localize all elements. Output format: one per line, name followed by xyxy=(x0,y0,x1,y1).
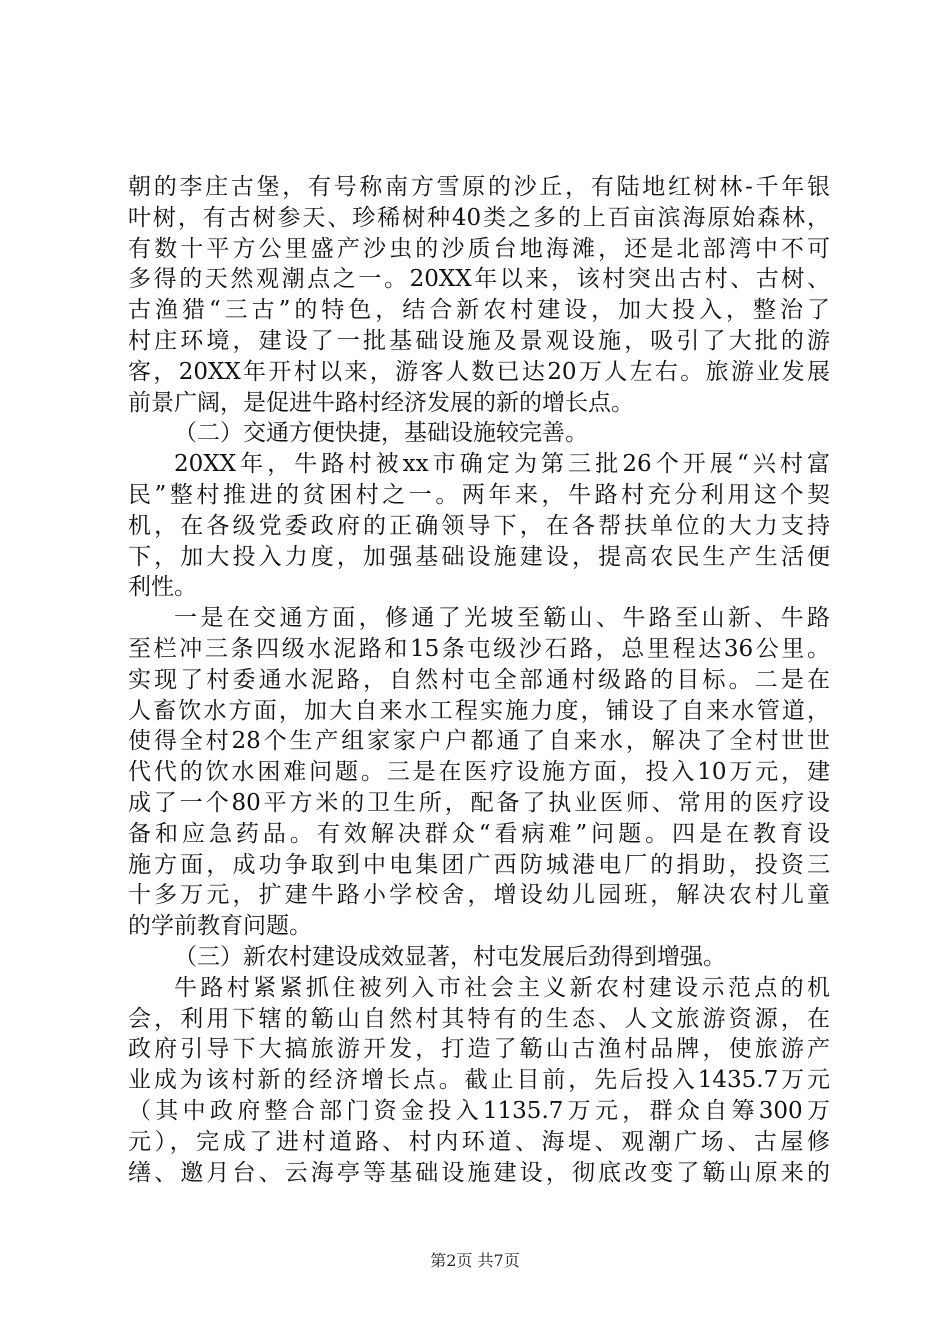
paragraph-line: 使得全村28个生产组家家户户都通了自来水，解决了全村世世 xyxy=(128,728,830,755)
paragraph-line: 下，加大投入力度，加强基础设施建设，提高农民生产生活便 xyxy=(128,543,830,570)
paragraph-line: 十多万元，扩建牛路小学校舍，增设幼儿园班，解决农村儿童 xyxy=(128,882,830,909)
paragraph-line: 实现了村委通水泥路，自然村屯全部通村级路的目标。二是在 xyxy=(128,666,830,693)
paragraph-line: 有数十平方公里盛产沙虫的沙质台地海滩，还是北部湾中不可 xyxy=(128,235,830,262)
paragraph-line: 至栏冲三条四级水泥路和15条屯级沙石路，总里程达36公里。 xyxy=(128,635,830,662)
paragraph-line: 客，20XX年开村以来，游客人数已达20万人左右。旅游业发展 xyxy=(128,358,830,385)
paragraph-line: 政府引导下大搞旅游开发，打造了簕山古渔村品牌，使旅游产 xyxy=(128,1036,830,1063)
paragraph-line: 成了一个80平方米的卫生所，配备了执业医师、常用的医疗设 xyxy=(128,789,830,816)
section-heading: （二）交通方便快捷，基础设施较完善。 xyxy=(174,420,588,447)
paragraph-line: 民”整村推进的贫困村之一。两年来，牛路村充分利用这个契 xyxy=(128,481,830,508)
paragraph-line: 机，在各级党委政府的正确领导下，在各帮扶单位的大力支持 xyxy=(128,512,830,539)
paragraph-line: 村庄环境，建设了一批基础设施及景观设施，吸引了大批的游 xyxy=(128,327,830,354)
paragraph-line: 前景广阔，是促进牛路村经济发展的新的增长点。 xyxy=(128,389,634,416)
paragraph-line: 一是在交通方面，修通了光坡至簕山、牛路至山新、牛路 xyxy=(174,605,830,632)
paragraph-line: 20XX年，牛路村被xx市确定为第三批26个开展“兴村富 xyxy=(174,451,830,478)
paragraph-line: 人畜饮水方面，加大自来水工程实施力度，铺设了自来水管道， xyxy=(128,697,830,724)
section-heading: （三）新农村建设成效显著，村屯发展后劲得到增强。 xyxy=(174,943,726,970)
paragraph-line: 元），完成了进村道路、村内环道、海堤、观潮广场、古屋修 xyxy=(128,1128,830,1155)
paragraph-line: 代代的饮水困难问题。三是在医疗设施方面，投入10万元，建 xyxy=(128,759,830,786)
paragraph-line: 利性。 xyxy=(128,574,197,601)
paragraph-line: 缮、邀月台、云海亭等基础设施建设，彻底改变了簕山原来的 xyxy=(128,1159,830,1186)
paragraph-line: 的学前教育问题。 xyxy=(128,913,312,940)
paragraph-line: 备和应急药品。有效解决群众“看病难”问题。四是在教育设 xyxy=(128,820,830,847)
paragraph-line: 古渔猎“三古”的特色，结合新农村建设，加大投入，整治了 xyxy=(128,297,830,324)
paragraph-line: 叶树，有古树参天、珍稀树种40类之多的上百亩滨海原始森林， xyxy=(128,204,830,231)
paragraph-line: 会，利用下辖的簕山自然村其特有的生态、人文旅游资源，在 xyxy=(128,1005,830,1032)
paragraph-line: 牛路村紧紧抓住被列入市社会主义新农村建设示范点的机 xyxy=(174,974,830,1001)
paragraph-line: （其中政府整合部门资金投入1135.7万元，群众自筹300万 xyxy=(128,1097,830,1124)
paragraph-line: 业成为该村新的经济增长点。截止目前，先后投入1435.7万元 xyxy=(128,1067,830,1094)
paragraph-line: 施方面，成功争取到中电集团广西防城港电厂的捐助，投资三 xyxy=(128,851,830,878)
paragraph-line: 朝的李庄古堡，有号称南方雪原的沙丘，有陆地红树林-千年银 xyxy=(128,174,830,200)
paragraph-line: 多得的天然观潮点之一。20XX年以来，该村突出古村、古树、 xyxy=(128,266,830,293)
page-footer: 第2页 共7页 xyxy=(430,1251,520,1270)
document-body xyxy=(128,172,830,1188)
